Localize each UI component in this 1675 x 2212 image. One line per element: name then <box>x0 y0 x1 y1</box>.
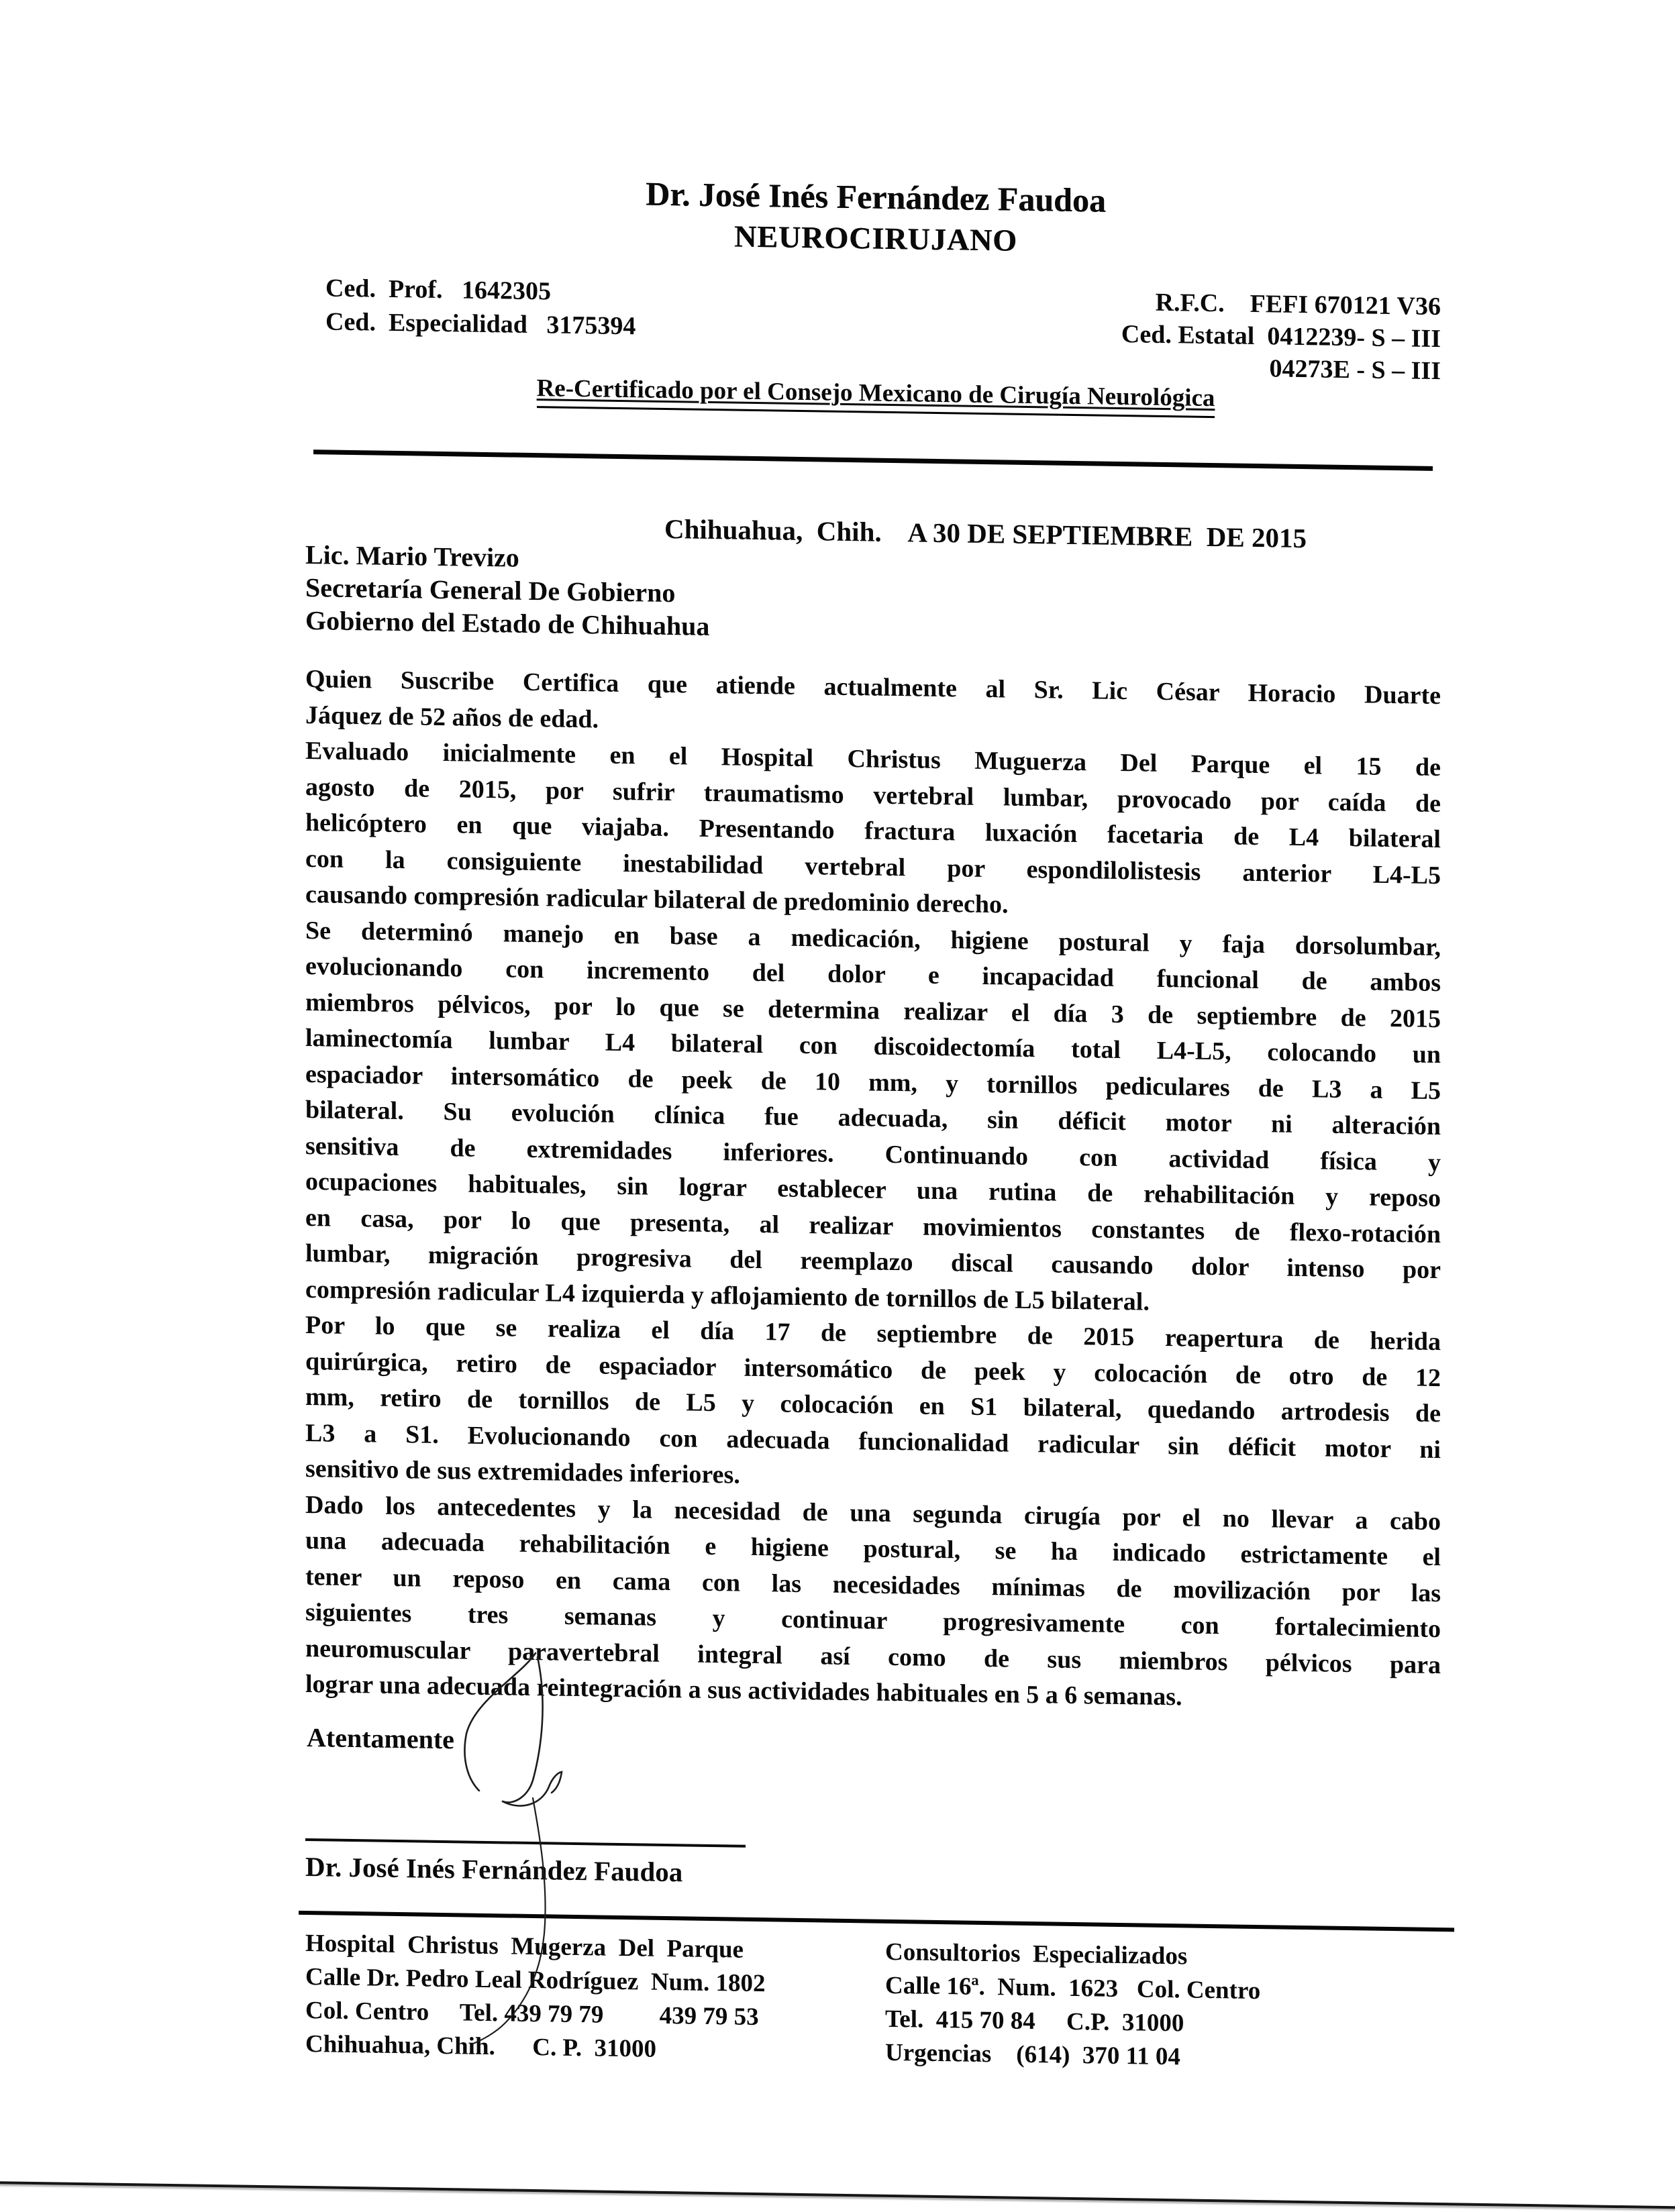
body-line: una adecuada rehabilitación e higiene postural, se ha indicado estrictamente el <box>305 1526 1441 1572</box>
body-line: espaciador intersomático de peek de 10 mm, y tornillos pediculares de L3 a L5 <box>305 1059 1441 1105</box>
body-line: L3 a S1. Evolucionando con adecuada funcionalidad radicular sin déficit motor ni <box>305 1418 1441 1464</box>
dateline: Chihuahua, Chih. A 30 DE SEPTIEMBRE DE 2015 <box>664 513 1307 554</box>
body-line: lumbar, migración progresiva del reemplazo discal causando dolor intenso por <box>305 1239 1441 1285</box>
body-line: en casa, por lo que presenta, al realizar movimientos constantes de flexo-rotación <box>305 1203 1441 1249</box>
credentials-left <box>325 271 636 343</box>
body-line: laminectomía lumbar L4 bilateral con discoidectomía total L4-L5, colocando un <box>305 1024 1441 1069</box>
recipient-block <box>305 538 709 643</box>
body-line: sensitivo de sus extremidades inferiores. <box>305 1455 740 1489</box>
body-line: causando compresión radicular bilateral de predominio derecho. <box>305 880 1009 919</box>
footer-line: Consultorios Especializados <box>885 1938 1188 1970</box>
paragraph <box>305 733 1441 930</box>
credential-line: Ced. Especialidad 3175394 <box>325 307 636 341</box>
body-line: siguientes tres semanas y continuar progresivamente con fortalecimiento <box>305 1598 1441 1644</box>
footer-line: Chihuahua, Chih. C. P. 31000 <box>305 2030 656 2063</box>
footer-line: Calle Dr. Pedro Leal Rodríguez Num. 1802 <box>305 1963 766 1998</box>
signature-rule <box>305 1838 746 1848</box>
body-line: Se determinó manejo en base a medicación, higiene postural y faja dorsolumbar, <box>305 916 1441 961</box>
body-line: bilateral. Su evolución clínica fue adecuada, sin déficit motor ni alteración <box>305 1096 1441 1141</box>
body-line: con la consiguiente inestabilidad vertebral por espondilolistesis anterior L4-L5 <box>305 844 1441 890</box>
paragraph <box>305 1308 1441 1504</box>
body-line: ocupaciones habituales, sin lograr establecer una rutina de rehabilitación y reposo <box>305 1167 1441 1213</box>
credential-line: R.F.C. FEFI 670121 V36 <box>1155 288 1441 321</box>
credentials-right <box>1121 286 1441 387</box>
paragraph <box>305 1487 1441 1720</box>
footer-line: Calle 16ª. Num. 1623 Col. Centro <box>885 1971 1261 2005</box>
scan-edge-line <box>0 2181 1675 2212</box>
body-line: Evaluado inicialmente en el Hospital Christus Muguerza Del Parque el 15 de <box>305 737 1441 782</box>
body-line: tener un reposo en cama con las necesidades mínimas de movilización por las <box>305 1562 1441 1608</box>
credential-line: Ced. Prof. 1642305 <box>325 274 551 306</box>
body-line: mm, retiro de tornillos de L5 y colocación en S1 bilateral, quedando artrodesis de <box>305 1383 1441 1428</box>
body-line: agosto de 2015, por sufrir traumatismo vertebral lumbar, provocado por caída de <box>305 772 1441 818</box>
paragraph <box>305 913 1441 1325</box>
recipient-line: Gobierno del Estado de Chihuahua <box>305 605 710 641</box>
body-line: Jáquez de 52 años de edad. <box>305 700 599 733</box>
credential-line: 04273E - S – III <box>1269 354 1441 386</box>
letter-body <box>305 662 1441 1720</box>
signatory-name: Dr. José Inés Fernández Faudoa <box>305 1851 683 1888</box>
body-line: Dado los antecedentes y la necesidad de una segunda cirugía por el no llevar a cabo <box>305 1490 1441 1536</box>
body-line: miembros pélvicos, por lo que se determina realizar el día 3 de septiembre de 2015 <box>305 988 1441 1033</box>
body-line: compresión radicular L4 izquierda y aflojamiento de tornillos de L5 bilateral. <box>305 1275 1150 1316</box>
body-line: quirúrgica, retiro de espaciador intersomático de peek y colocación de otro de 12 <box>305 1347 1441 1392</box>
body-line: Por lo que se realiza el día 17 de septiembre de 2015 reapertura de herida <box>305 1311 1441 1357</box>
footer-line: Tel. 415 70 84 C.P. 31000 <box>885 2005 1184 2038</box>
closing-word: Atentamente <box>307 1722 454 1755</box>
recipient-line: Lic. Mario Trevizo <box>305 539 519 573</box>
body-line: evolucionando con incremento del dolor e incapacidad funcional de ambos <box>305 952 1441 998</box>
recipient-line: Secretaría General De Gobierno <box>305 572 676 609</box>
header-divider-rule <box>313 450 1433 471</box>
footer-right <box>885 1936 1260 2075</box>
footer-line: Col. Centro Tel. 439 79 79 439 79 53 <box>305 1997 759 2032</box>
letter-content <box>305 0 1446 2071</box>
footer-line: Hospital Christus Mugerza Del Parque <box>305 1930 744 1964</box>
footer-left <box>305 1927 765 2068</box>
credential-line: Ced. Estatal 0412239- S – III <box>1121 320 1441 354</box>
body-line: helicóptero en que viajaba. Presentando fractura luxación facetaria de L4 bilateral <box>305 808 1441 854</box>
doctor-specialty: NEUROCIRUJANO <box>734 219 1017 258</box>
body-line: neuromuscular paravertebral integral así como de sus miembros pélvicos para <box>305 1634 1441 1679</box>
body-line: sensitiva de extremidades inferiores. Continuando con actividad física y <box>305 1131 1441 1177</box>
doctor-name: Dr. José Inés Fernández Faudoa <box>646 174 1106 219</box>
recertification-text: Re-Certificado por el Consejo Mexicano de Cirugía Neurológica <box>537 374 1215 418</box>
footer-divider-rule <box>299 1911 1454 1932</box>
body-line: lograr una adecuada reintegración a sus actividades habituales en 5 a 6 semanas. <box>305 1670 1182 1711</box>
footer-line: Urgencias (614) 370 11 04 <box>885 2038 1180 2071</box>
body-line: Quien Suscribe Certifica que atiende actualmente al Sr. Lic César Horacio Duarte <box>305 665 1441 710</box>
